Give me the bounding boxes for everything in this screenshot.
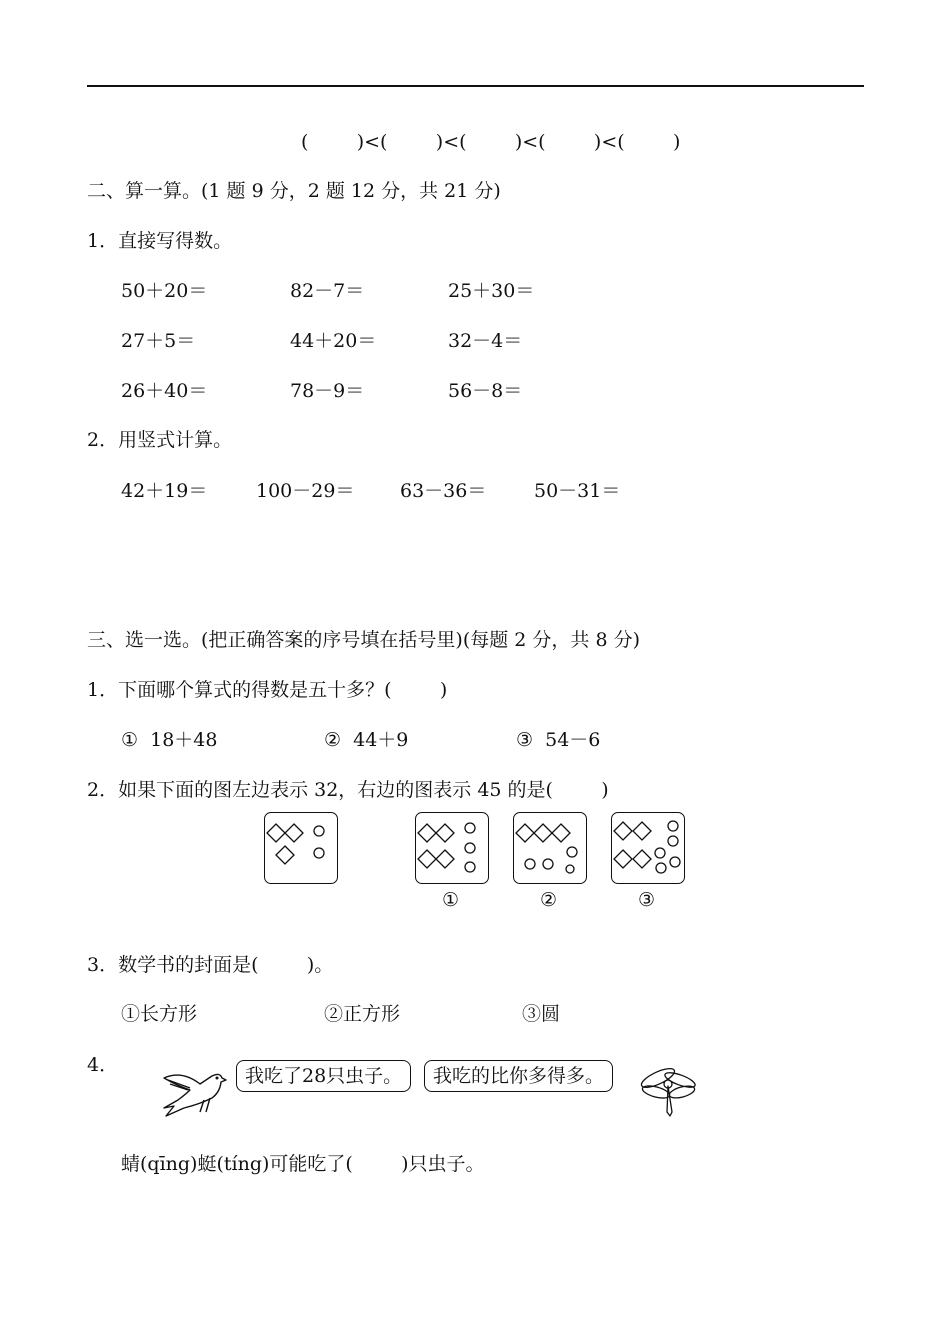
section2-q1-label: 1．直接写得数。 <box>87 230 233 252</box>
figure-option-label: ② <box>540 889 558 911</box>
vertical-calc-item: 42＋19＝ <box>121 480 208 502</box>
shapes-figure <box>514 813 586 883</box>
reference-figure-box <box>264 812 338 884</box>
compare-line: ( )<( )<( )<( )<( ) <box>301 131 681 153</box>
calc-item: 50＋20＝ <box>121 280 208 302</box>
section3-q4-number: 4． <box>87 1054 119 1076</box>
calc-item: 82－7＝ <box>290 280 365 302</box>
calc-item: 27＋5＝ <box>121 330 196 352</box>
option-figure-box-1 <box>415 812 489 884</box>
shapes-figure <box>416 813 488 883</box>
dragonfly-speech-bubble: 我吃的比你多得多。 <box>424 1060 613 1092</box>
vertical-calc-item: 50－31＝ <box>534 480 621 502</box>
shapes-figure <box>612 813 684 883</box>
section3-q2-text: 2．如果下面的图左边表示 32，右边的图表示 45 的是( ) <box>87 779 609 801</box>
calc-item: 78－9＝ <box>290 380 365 402</box>
bird-illustration <box>160 1062 236 1120</box>
calc-item: 32－4＝ <box>448 330 523 352</box>
option-figure-box-2 <box>513 812 587 884</box>
bird-speech-bubble: 我吃了28只虫子。 <box>236 1060 411 1092</box>
section3-heading: 三、选一选。(把正确答案的序号填在括号里)(每题 2 分，共 8 分) <box>87 629 640 651</box>
top-rule <box>87 85 864 87</box>
figure-option-label: ① <box>442 889 460 911</box>
option-figure-box-3 <box>611 812 685 884</box>
figure-option-label: ③ <box>638 889 656 911</box>
q3-option: ②正方形 <box>324 1003 401 1025</box>
calc-item: 44＋20＝ <box>290 330 377 352</box>
vertical-calc-item: 63－36＝ <box>400 480 487 502</box>
section3-q3-text: 3．数学书的封面是( )。 <box>87 954 334 976</box>
section3-q1-text: 1．下面哪个算式的得数是五十多？( ) <box>87 679 448 701</box>
q1-option: ③ 54－6 <box>516 729 601 751</box>
shapes-figure <box>265 813 337 883</box>
calc-item: 26＋40＝ <box>121 380 208 402</box>
q1-option: ① 18＋48 <box>121 729 218 751</box>
q3-option: ③圆 <box>522 1003 561 1025</box>
q1-option: ② 44＋9 <box>324 729 409 751</box>
section2-heading: 二、算一算。(1 题 9 分，2 题 12 分，共 21 分) <box>87 180 501 202</box>
vertical-calc-item: 100－29＝ <box>256 480 355 502</box>
q3-option: ①长方形 <box>121 1003 198 1025</box>
section2-q2-label: 2．用竖式计算。 <box>87 429 233 451</box>
calc-item: 25＋30＝ <box>448 280 535 302</box>
dragonfly-illustration <box>636 1064 698 1120</box>
section3-q4-question: 蜻(qīng)蜓(tíng)可能吃了( )只虫子。 <box>121 1153 485 1175</box>
calc-item: 56－8＝ <box>448 380 523 402</box>
